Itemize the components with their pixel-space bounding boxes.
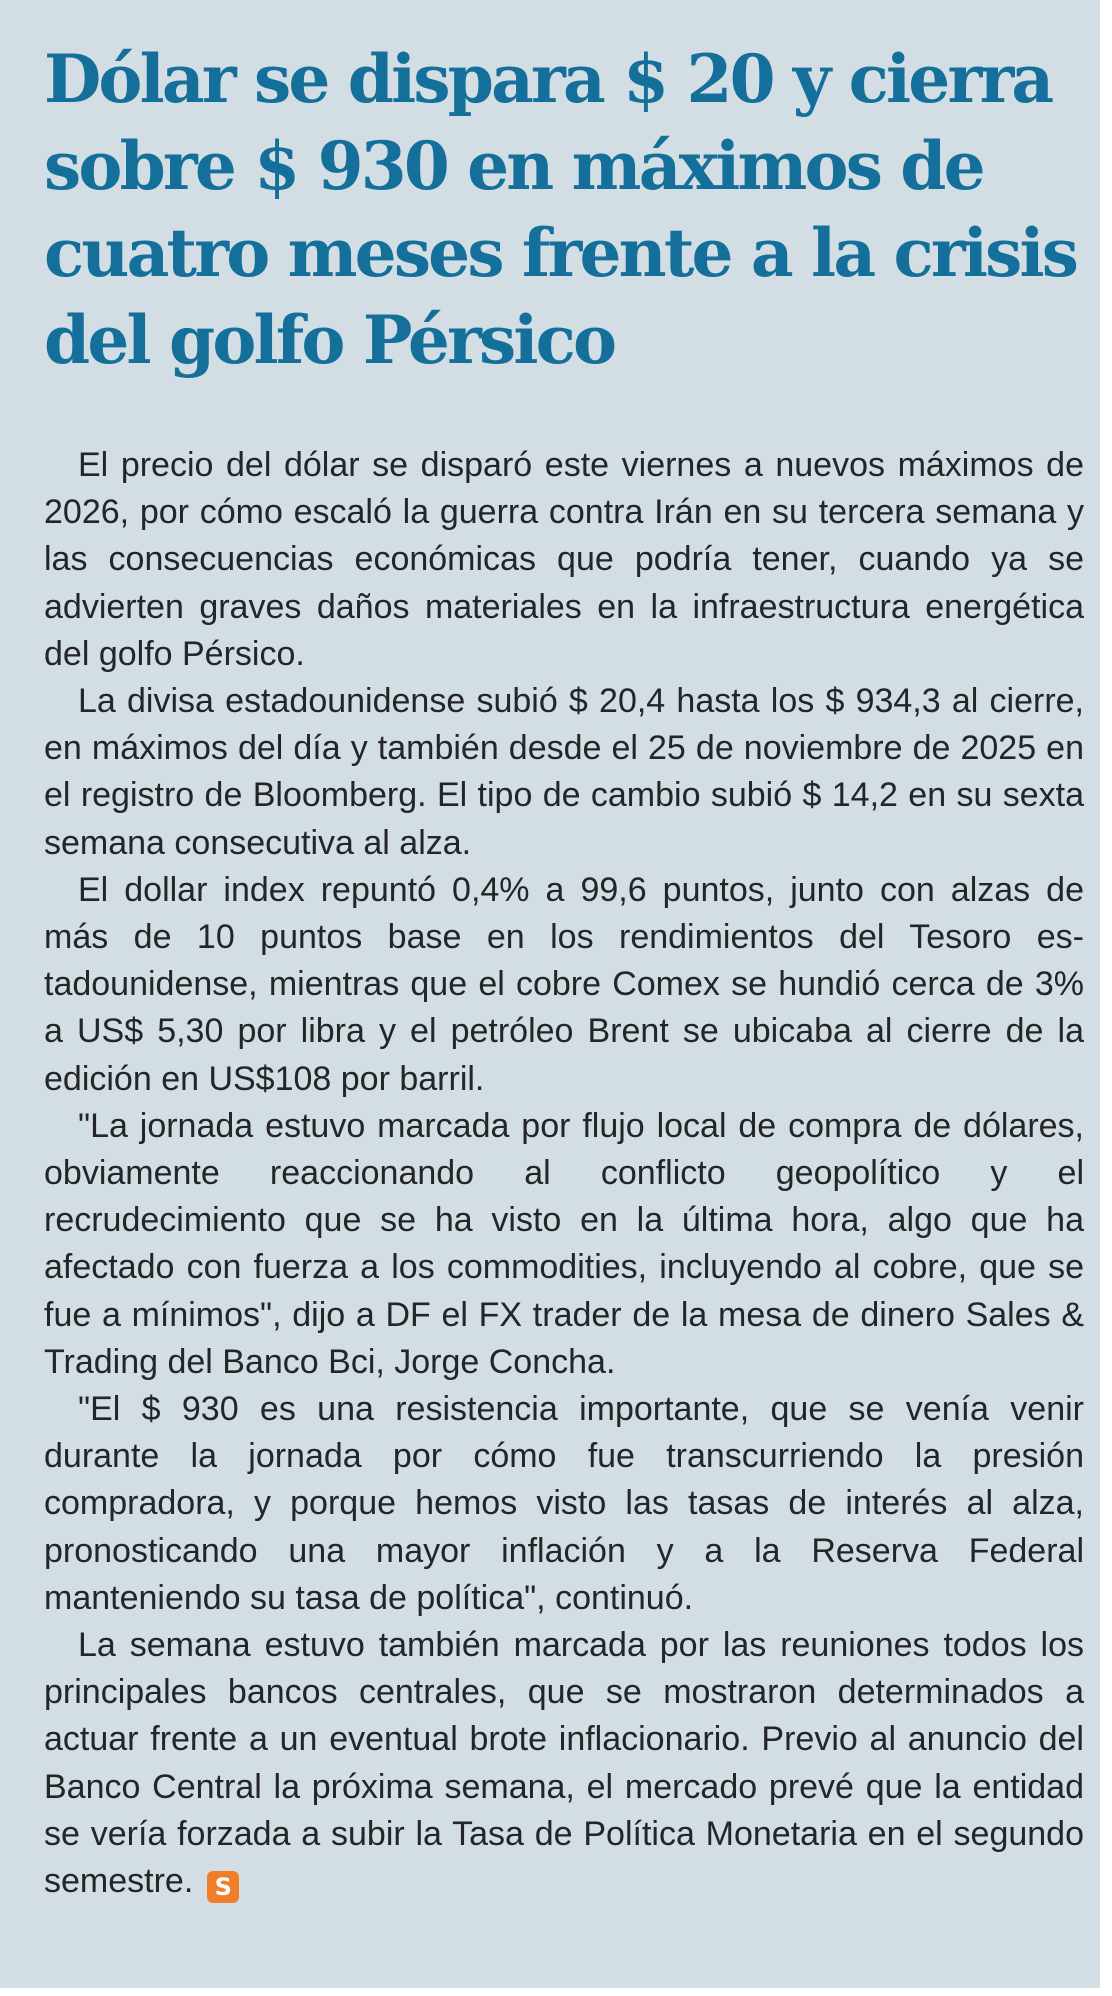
- article-paragraph-4: "La jornada estuvo marcada por flujo local de compra de dólares, obviamente reaccionando al conflicto geopolítico y el recrudecimiento que se ha visto en la última hora, algo que ha afectado con fuerza a los commodities, incluyendo al cobre, que se fue a mínimos", dijo a DF el FX trader de la mesa de dinero Sales & Trading del Banco Bci, Jorge Concha.: [44, 1106, 1084, 1381]
- article-paragraph-6: [44, 1622, 1084, 1905]
- article-paragraph-5: "El $ 930 es una resistencia importante, que se venía venir durante la jornada por cómo fue transcurriendo la presión compradora, y porque hemos visto las tasas de interés al alza, pronosticando una mayor inflación y a la Reserva Federal manteniendo su tasa de política", continuó.: [44, 1390, 1084, 1617]
- article-body: [44, 442, 1084, 1905]
- end-of-article-icon: S: [207, 1871, 239, 1903]
- article-paragraph-3: El dollar index repuntó 0,4% a 99,6 puntos, junto con alzas de más de 10 puntos base en los rendimientos del Tesoro estadounidense, mientras que el cobre Comex se hundió cerca de 3% a US$ 5,30 por libra y el petróleo Brent se ubicaba al cierre de la edición en US$108 por barril.: [44, 870, 1084, 1098]
- article-headline: Dólar se dispara $ 20 y cierra sobre $ 930 en máximos de cuatro meses frente a la crisis del golfo Pérsico: [44, 40, 1077, 379]
- article-paragraph-1: El precio del dólar se disparó este viernes a nuevos máximos de 2026, por cómo escaló la guerra contra Irán en su tercera semana y las consecuencias económicas que podría tener, cuando ya se advierten graves daños materiales en la infraestructura energética del golfo Pérsico.: [44, 446, 1084, 673]
- article-paragraph-2: La divisa estadounidense subió $ 20,4 hasta los $ 934,3 al cierre, en máximos del día y también desde el 25 de noviembre de 2025 en el registro de Bloomberg. El tipo de cambio subió $ 14,2 en su sexta semana consecutiva al alza.: [44, 682, 1084, 862]
- article-paragraph-6-text: La semana estuvo también marcada por las reuniones todos los principales bancos centrales, que se mostraron determinados a actuar frente a un eventual brote inflacionario. Previo al anuncio del Banco Central la próxima semana, el mercado prevé que la entidad se vería forzada a subir la Tasa de Política Monetaria en el segundo semestre.: [44, 1626, 1084, 1901]
